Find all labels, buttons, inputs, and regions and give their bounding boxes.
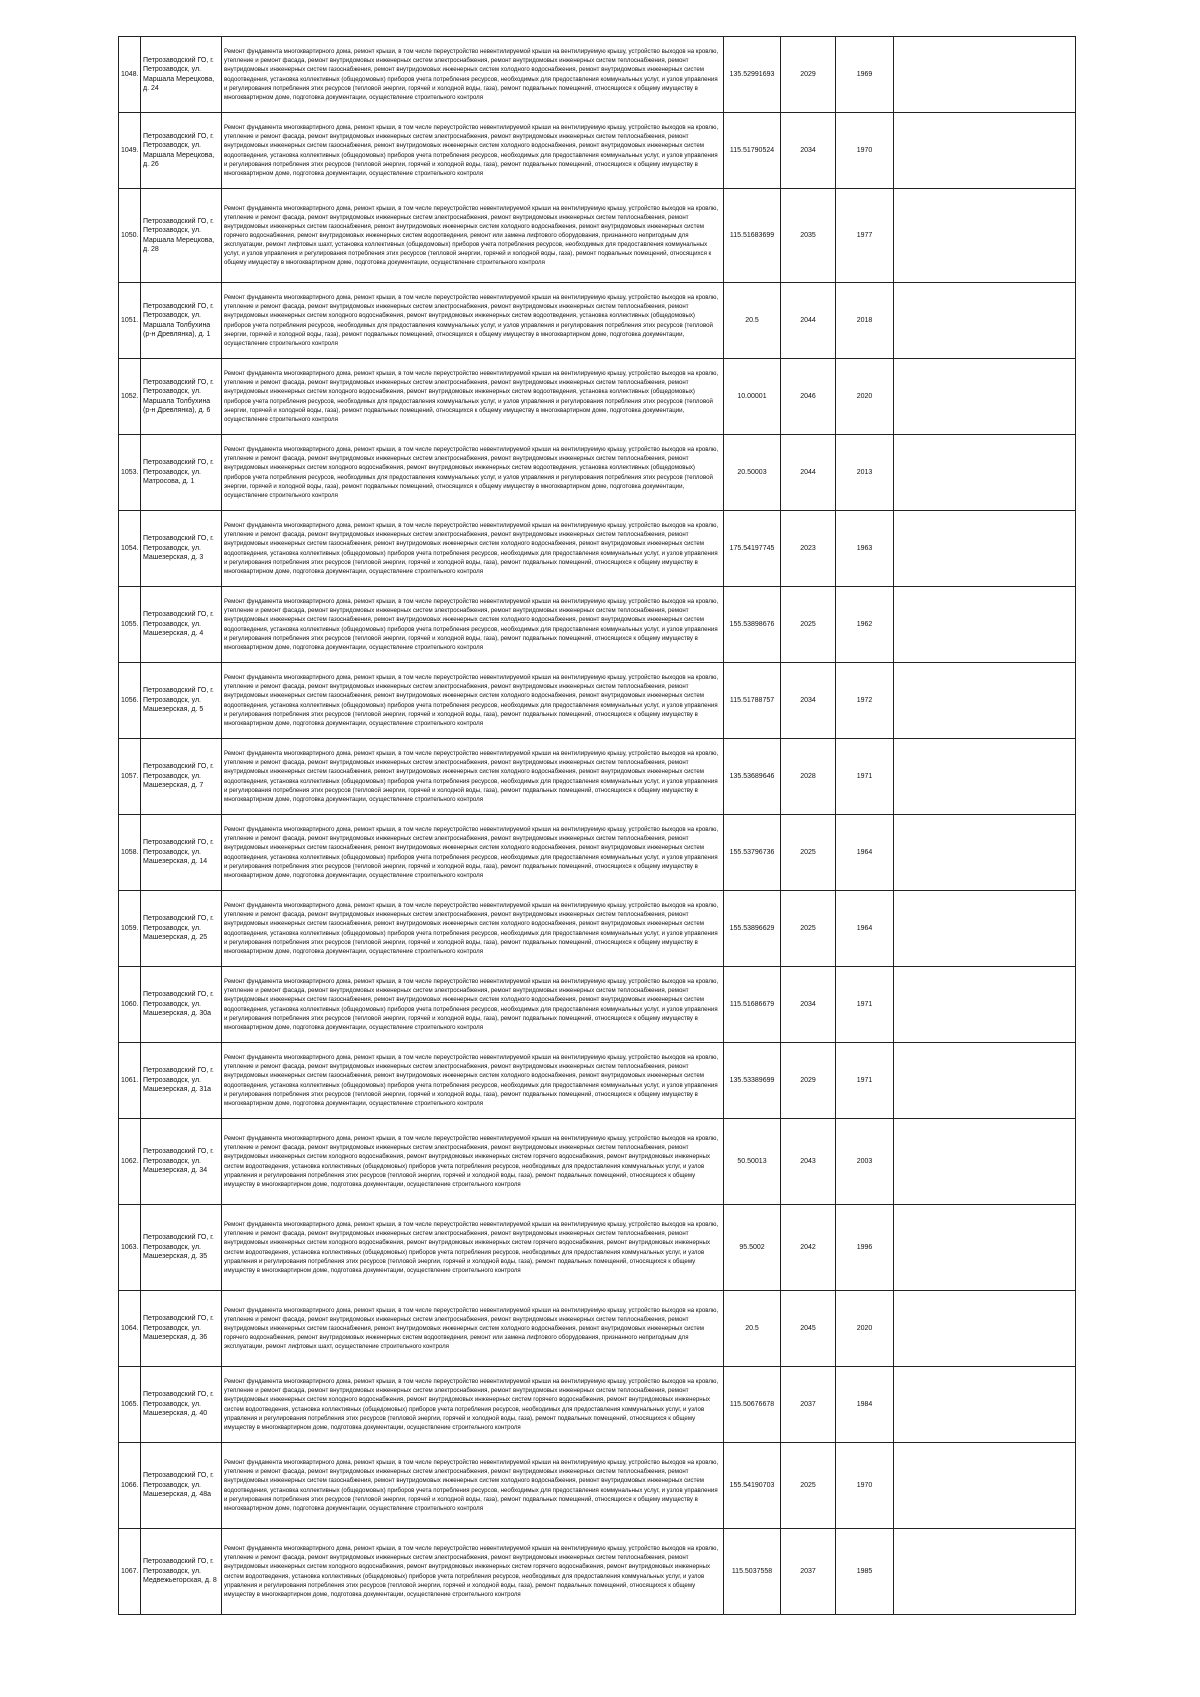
- address-cell: Петрозаводский ГО, г. Петрозаводск, ул. Машезерская, д. 35: [141, 1205, 222, 1291]
- table-body: [119, 37, 1076, 1615]
- planned-year-cell: 2043: [781, 1119, 836, 1205]
- planned-year-cell: 2046: [781, 359, 836, 435]
- planned-year-cell: 2044: [781, 283, 836, 359]
- built-year-cell: 2013: [836, 435, 894, 511]
- works-cell: Ремонт фундамента многоквартирного дома, ремонт крыши, в том числе переустройство невентилируемой крыши на вентилируемую крышу, устройство выходов на кровлю, утепление и ремонт фасада, ремонт внутридомовых инженерных систем электроснабжения, ремонт внутридомовых инженерных систем теплоснабжения, ремонт внутридомовых инженерных систем газоснабжения, ремонт внутридомовых инженерных систем холодного водоснабжения, ремонт внутридомовых инженерных систем водоотведения, установка коллективных (общедомовых) приборов учета потребления ресурсов, необходимых для предоставления коммунальных услуг, и узлов управления и регулирования потребления этих ресурсов (тепловой энергии, горячей и холодной воды, газа), ремонт подвальных помещений, относящихся к общему имуществу в многоквартирном доме, подготовка документации, осуществление строительного контроля: [222, 891, 724, 967]
- empty-cell: [894, 113, 1076, 189]
- table-row: [119, 739, 1076, 815]
- built-year-cell: 2020: [836, 359, 894, 435]
- planned-year-cell: 2037: [781, 1529, 836, 1615]
- address-cell: Петрозаводский ГО, г. Петрозаводск, ул. Машезерская, д. 3: [141, 511, 222, 587]
- empty-cell: [894, 189, 1076, 283]
- cost-cell: 115.51788757: [724, 663, 781, 739]
- empty-cell: [894, 1119, 1076, 1205]
- cost-cell: 95.5002: [724, 1205, 781, 1291]
- works-cell: Ремонт фундамента многоквартирного дома, ремонт крыши, в том числе переустройство невентилируемой крыши на вентилируемую крышу, устройство выходов на кровлю, утепление и ремонт фасада, ремонт внутридомовых инженерных систем электроснабжения, ремонт внутридомовых инженерных систем теплоснабжения, ремонт внутридомовых инженерных систем холодного водоснабжения, ремонт внутридомовых инженерных систем горячего водоснабжения, ремонт внутридомовых инженерных систем водоотведения, установка коллективных (общедомовых) приборов учета потребления ресурсов, необходимых для предоставления коммунальных услуг, и узлов управления и регулирования потребления этих ресурсов (тепловой энергии, горячей и холодной воды, газа), ремонт подвальных помещений, относящихся к общему имуществу в многоквартирном доме, подготовка документации, осуществление строительного контроля: [222, 1205, 724, 1291]
- cost-cell: 155.53796736: [724, 815, 781, 891]
- row-number: 1063.: [119, 1205, 141, 1291]
- address-cell: Петрозаводский ГО, г. Петрозаводск, ул. Машезерская, д. 40: [141, 1367, 222, 1443]
- address-cell: Петрозаводский ГО, г. Петрозаводск, ул. Машезерская, д. 36: [141, 1291, 222, 1367]
- empty-cell: [894, 283, 1076, 359]
- table-row: [119, 1291, 1076, 1367]
- address-cell: Петрозаводский ГО, г. Петрозаводск, ул. Машезерская, д. 31а: [141, 1043, 222, 1119]
- works-cell: Ремонт фундамента многоквартирного дома, ремонт крыши, в том числе переустройство невентилируемой крыши на вентилируемую крышу, устройство выходов на кровлю, утепление и ремонт фасада, ремонт внутридомовых инженерных систем электроснабжения, ремонт внутридомовых инженерных систем теплоснабжения, ремонт внутридомовых инженерных систем газоснабжения, ремонт внутридомовых инженерных систем холодного водоснабжения, ремонт внутридомовых инженерных систем водоотведения, установка коллективных (общедомовых) приборов учета потребления ресурсов, необходимых для предоставления коммунальных услуг, и узлов управления и регулирования потребления этих ресурсов (тепловой энергии, горячей и холодной воды, газа), ремонт подвальных помещений, относящихся к общему имуществу в многоквартирном доме, подготовка документации, осуществление строительного контроля: [222, 663, 724, 739]
- planned-year-cell: 2029: [781, 37, 836, 113]
- planned-year-cell: 2025: [781, 1443, 836, 1529]
- works-cell: Ремонт фундамента многоквартирного дома, ремонт крыши, в том числе переустройство невентилируемой крыши на вентилируемую крышу, устройство выходов на кровлю, утепление и ремонт фасада, ремонт внутридомовых инженерных систем электроснабжения, ремонт внутридомовых инженерных систем теплоснабжения, ремонт внутридомовых инженерных систем газоснабжения, ремонт внутридомовых инженерных систем холодного водоснабжения, ремонт внутридомовых инженерных систем водоотведения, установка коллективных (общедомовых) приборов учета потребления ресурсов, необходимых для предоставления коммунальных услуг, и узлов управления и регулирования потребления этих ресурсов (тепловой энергии, горячей и холодной воды, газа), ремонт подвальных помещений, относящихся к общему имуществу в многоквартирном доме, подготовка документации, осуществление строительного контроля: [222, 815, 724, 891]
- table-row: [119, 1043, 1076, 1119]
- row-number: 1064.: [119, 1291, 141, 1367]
- built-year-cell: 1963: [836, 511, 894, 587]
- cost-cell: 115.50676678: [724, 1367, 781, 1443]
- planned-year-cell: 2035: [781, 189, 836, 283]
- table-row: [119, 435, 1076, 511]
- works-cell: Ремонт фундамента многоквартирного дома, ремонт крыши, в том числе переустройство невентилируемой крыши на вентилируемую крышу, устройство выходов на кровлю, утепление и ремонт фасада, ремонт внутридомовых инженерных систем электроснабжения, ремонт внутридомовых инженерных систем теплоснабжения, ремонт внутридомовых инженерных систем холодного водоснабжения, ремонт внутридомовых инженерных систем водоотведения, установка коллективных (общедомовых) приборов учета потребления ресурсов, необходимых для предоставления коммунальных услуг, и узлов управления и регулирования потребления этих ресурсов (тепловой энергии, горячей и холодной воды, газа), ремонт подвальных помещений, относящихся к общему имуществу в многоквартирном доме, подготовка документации, осуществление строительного контроля: [222, 435, 724, 511]
- table-row: [119, 587, 1076, 663]
- table-row: [119, 359, 1076, 435]
- address-cell: Петрозаводский ГО, г. Петрозаводск, ул. Маршала Толбухина (р-н Древлянка), д. 1: [141, 283, 222, 359]
- works-cell: Ремонт фундамента многоквартирного дома, ремонт крыши, в том числе переустройство невентилируемой крыши на вентилируемую крышу, устройство выходов на кровлю, утепление и ремонт фасада, ремонт внутридомовых инженерных систем электроснабжения, ремонт внутридомовых инженерных систем теплоснабжения, ремонт внутридомовых инженерных систем холодного водоснабжения, ремонт внутридомовых инженерных систем горячего водоснабжения, ремонт внутридомовых инженерных систем водоотведения, установка коллективных (общедомовых) приборов учета потребления ресурсов, необходимых для предоставления коммунальных услуг, и узлов управления и регулирования потребления этих ресурсов (тепловой энергии, горячей и холодной воды, газа), ремонт подвальных помещений, относящихся к общему имуществу в многоквартирном доме, подготовка документации, осуществление строительного контроля: [222, 1119, 724, 1205]
- row-number: 1051.: [119, 283, 141, 359]
- works-cell: Ремонт фундамента многоквартирного дома, ремонт крыши, в том числе переустройство невентилируемой крыши на вентилируемую крышу, устройство выходов на кровлю, утепление и ремонт фасада, ремонт внутридомовых инженерных систем электроснабжения, ремонт внутридомовых инженерных систем теплоснабжения, ремонт внутридомовых инженерных систем холодного водоснабжения, ремонт внутридомовых инженерных систем горячего водоснабжения, ремонт внутридомовых инженерных систем водоотведения, установка коллективных (общедомовых) приборов учета потребления ресурсов, необходимых для предоставления коммунальных услуг, и узлов управления и регулирования потребления этих ресурсов (тепловой энергии, горячей и холодной воды, газа), ремонт подвальных помещений, относящихся к общему имуществу в многоквартирном доме, подготовка документации, осуществление строительного контроля: [222, 1529, 724, 1615]
- table-row: [119, 1367, 1076, 1443]
- planned-year-cell: 2045: [781, 1291, 836, 1367]
- built-year-cell: 1969: [836, 37, 894, 113]
- empty-cell: [894, 815, 1076, 891]
- works-cell: Ремонт фундамента многоквартирного дома, ремонт крыши, в том числе переустройство невентилируемой крыши на вентилируемую крышу, устройство выходов на кровлю, утепление и ремонт фасада, ремонт внутридомовых инженерных систем электроснабжения, ремонт внутридомовых инженерных систем теплоснабжения, ремонт внутридомовых инженерных систем газоснабжения, ремонт внутридомовых инженерных систем холодного водоснабжения, ремонт внутридомовых инженерных систем водоотведения, установка коллективных (общедомовых) приборов учета потребления ресурсов, необходимых для предоставления коммунальных услуг, и узлов управления и регулирования потребления этих ресурсов (тепловой энергии, горячей и холодной воды, газа), ремонт подвальных помещений, относящихся к общему имуществу в многоквартирном доме, подготовка документации, осуществление строительного контроля: [222, 587, 724, 663]
- planned-year-cell: 2025: [781, 587, 836, 663]
- works-cell: Ремонт фундамента многоквартирного дома, ремонт крыши, в том числе переустройство невентилируемой крыши на вентилируемую крышу, устройство выходов на кровлю, утепление и ремонт фасада, ремонт внутридомовых инженерных систем электроснабжения, ремонт внутридомовых инженерных систем теплоснабжения, ремонт внутридомовых инженерных систем холодного водоснабжения, ремонт внутридомовых инженерных систем водоотведения, установка коллективных (общедомовых) приборов учета потребления ресурсов, необходимых для предоставления коммунальных услуг, и узлов управления и регулирования потребления этих ресурсов (тепловой энергии, горячей и холодной воды, газа), ремонт подвальных помещений, относящихся к общему имуществу в многоквартирном доме, подготовка документации, осуществление строительного контроля: [222, 283, 724, 359]
- built-year-cell: 1985: [836, 1529, 894, 1615]
- row-number: 1065.: [119, 1367, 141, 1443]
- cost-cell: 155.53898676: [724, 587, 781, 663]
- table-row: [119, 1205, 1076, 1291]
- row-number: 1054.: [119, 511, 141, 587]
- cost-cell: 115.51686679: [724, 967, 781, 1043]
- table-row: [119, 663, 1076, 739]
- row-number: 1056.: [119, 663, 141, 739]
- empty-cell: [894, 1043, 1076, 1119]
- cost-cell: 175.54197745: [724, 511, 781, 587]
- empty-cell: [894, 359, 1076, 435]
- repair-program-table: [118, 36, 1076, 1615]
- address-cell: Петрозаводский ГО, г. Петрозаводск, ул. Машезерская, д. 25: [141, 891, 222, 967]
- built-year-cell: 2020: [836, 1291, 894, 1367]
- cost-cell: 20.50003: [724, 435, 781, 511]
- address-cell: Петрозаводский ГО, г. Петрозаводск, ул. Машезерская, д. 4: [141, 587, 222, 663]
- planned-year-cell: 2042: [781, 1205, 836, 1291]
- address-cell: Петрозаводский ГО, г. Петрозаводск, ул. Маршала Мерецкова, д. 28: [141, 189, 222, 283]
- cost-cell: 135.53689646: [724, 739, 781, 815]
- planned-year-cell: 2044: [781, 435, 836, 511]
- planned-year-cell: 2023: [781, 511, 836, 587]
- built-year-cell: 1971: [836, 1043, 894, 1119]
- cost-cell: 135.53389699: [724, 1043, 781, 1119]
- address-cell: Петрозаводский ГО, г. Петрозаводск, ул. Маршала Толбухина (р-н Древлянка), д. 6: [141, 359, 222, 435]
- works-cell: Ремонт фундамента многоквартирного дома, ремонт крыши, в том числе переустройство невентилируемой крыши на вентилируемую крышу, устройство выходов на кровлю, утепление и ремонт фасада, ремонт внутридомовых инженерных систем электроснабжения, ремонт внутридомовых инженерных систем теплоснабжения, ремонт внутридомовых инженерных систем газоснабжения, ремонт внутридомовых инженерных систем холодного водоснабжения, ремонт внутридомовых инженерных систем водоотведения, установка коллективных (общедомовых) приборов учета потребления ресурсов, необходимых для предоставления коммунальных услуг, и узлов управления и регулирования потребления этих ресурсов (тепловой энергии, горячей и холодной воды, газа), ремонт подвальных помещений, относящихся к общему имуществу в многоквартирном доме, подготовка документации, осуществление строительного контроля: [222, 1443, 724, 1529]
- row-number: 1055.: [119, 587, 141, 663]
- empty-cell: [894, 1443, 1076, 1529]
- table-row: [119, 967, 1076, 1043]
- row-number: 1067.: [119, 1529, 141, 1615]
- table-row: [119, 1119, 1076, 1205]
- row-number: 1066.: [119, 1443, 141, 1529]
- built-year-cell: 1970: [836, 113, 894, 189]
- address-cell: Петрозаводский ГО, г. Петрозаводск, ул. Маршала Мерецкова, д. 26: [141, 113, 222, 189]
- works-cell: Ремонт фундамента многоквартирного дома, ремонт крыши, в том числе переустройство невентилируемой крыши на вентилируемую крышу, устройство выходов на кровлю, утепление и ремонт фасада, ремонт внутридомовых инженерных систем электроснабжения, ремонт внутридомовых инженерных систем теплоснабжения, ремонт внутридомовых инженерных систем газоснабжения, ремонт внутридомовых инженерных систем холодного водоснабжения, ремонт внутридомовых инженерных систем водоотведения, установка коллективных (общедомовых) приборов учета потребления ресурсов, необходимых для предоставления коммунальных услуг, и узлов управления и регулирования потребления этих ресурсов (тепловой энергии, горячей и холодной воды, газа), ремонт подвальных помещений, относящихся к общему имуществу в многоквартирном доме, подготовка документации, осуществление строительного контроля: [222, 1043, 724, 1119]
- planned-year-cell: 2034: [781, 663, 836, 739]
- built-year-cell: 1971: [836, 967, 894, 1043]
- planned-year-cell: 2034: [781, 967, 836, 1043]
- built-year-cell: 1984: [836, 1367, 894, 1443]
- empty-cell: [894, 1205, 1076, 1291]
- built-year-cell: 2003: [836, 1119, 894, 1205]
- cost-cell: 50.50013: [724, 1119, 781, 1205]
- works-cell: Ремонт фундамента многоквартирного дома, ремонт крыши, в том числе переустройство невентилируемой крыши на вентилируемую крышу, устройство выходов на кровлю, утепление и ремонт фасада, ремонт внутридомовых инженерных систем электроснабжения, ремонт внутридомовых инженерных систем теплоснабжения, ремонт внутридомовых инженерных систем газоснабжения, ремонт внутридомовых инженерных систем холодного водоснабжения, ремонт внутридомовых инженерных систем водоотведения, установка коллективных (общедомовых) приборов учета потребления ресурсов, необходимых для предоставления коммунальных услуг, и узлов управления и регулирования потребления этих ресурсов (тепловой энергии, горячей и холодной воды, газа), ремонт подвальных помещений, относящихся к общему имуществу в многоквартирном доме, подготовка документации, осуществление строительного контроля: [222, 967, 724, 1043]
- empty-cell: [894, 511, 1076, 587]
- planned-year-cell: 2034: [781, 113, 836, 189]
- cost-cell: 20.5: [724, 1291, 781, 1367]
- empty-cell: [894, 1291, 1076, 1367]
- address-cell: Петрозаводский ГО, г. Петрозаводск, ул. Медвежьегорская, д. 8: [141, 1529, 222, 1615]
- cost-cell: 155.54190703: [724, 1443, 781, 1529]
- address-cell: Петрозаводский ГО, г. Петрозаводск, ул. Маршала Мерецкова, д. 24: [141, 37, 222, 113]
- built-year-cell: 1962: [836, 587, 894, 663]
- table-row: [119, 189, 1076, 283]
- row-number: 1059.: [119, 891, 141, 967]
- works-cell: Ремонт фундамента многоквартирного дома, ремонт крыши, в том числе переустройство невентилируемой крыши на вентилируемую крышу, устройство выходов на кровлю, утепление и ремонт фасада, ремонт внутридомовых инженерных систем электроснабжения, ремонт внутридомовых инженерных систем теплоснабжения, ремонт внутридомовых инженерных систем холодного водоснабжения, ремонт внутридомовых инженерных систем водоотведения, установка коллективных (общедомовых) приборов учета потребления ресурсов, необходимых для предоставления коммунальных услуг, и узлов управления и регулирования потребления этих ресурсов (тепловой энергии, горячей и холодной воды, газа), ремонт подвальных помещений, относящихся к общему имуществу в многоквартирном доме, подготовка документации, осуществление строительного контроля: [222, 359, 724, 435]
- built-year-cell: 1977: [836, 189, 894, 283]
- empty-cell: [894, 967, 1076, 1043]
- empty-cell: [894, 739, 1076, 815]
- address-cell: Петрозаводский ГО, г. Петрозаводск, ул. Машезерская, д. 30а: [141, 967, 222, 1043]
- cost-cell: 135.52991693: [724, 37, 781, 113]
- row-number: 1049.: [119, 113, 141, 189]
- works-cell: Ремонт фундамента многоквартирного дома, ремонт крыши, в том числе переустройство невентилируемой крыши на вентилируемую крышу, устройство выходов на кровлю, утепление и ремонт фасада, ремонт внутридомовых инженерных систем электроснабжения, ремонт внутридомовых инженерных систем теплоснабжения, ремонт внутридомовых инженерных систем газоснабжения, ремонт внутридомовых инженерных систем холодного водоснабжения, ремонт внутридомовых инженерных систем водоотведения, установка коллективных (общедомовых) приборов учета потребления ресурсов, необходимых для предоставления коммунальных услуг, и узлов управления и регулирования потребления этих ресурсов (тепловой энергии, горячей и холодной воды, газа), ремонт подвальных помещений, относящихся к общему имуществу в многоквартирном доме, подготовка документации, осуществление строительного контроля: [222, 113, 724, 189]
- address-cell: Петрозаводский ГО, г. Петрозаводск, ул. Машезерская, д. 14: [141, 815, 222, 891]
- document-page: [118, 36, 1075, 1615]
- cost-cell: 155.53896629: [724, 891, 781, 967]
- row-number: 1053.: [119, 435, 141, 511]
- cost-cell: 115.51790524: [724, 113, 781, 189]
- cost-cell: 10.00001: [724, 359, 781, 435]
- empty-cell: [894, 1367, 1076, 1443]
- address-cell: Петрозаводский ГО, г. Петрозаводск, ул. Матросова, д. 1: [141, 435, 222, 511]
- empty-cell: [894, 663, 1076, 739]
- table-row: [119, 283, 1076, 359]
- row-number: 1057.: [119, 739, 141, 815]
- table-row: [119, 511, 1076, 587]
- built-year-cell: 1996: [836, 1205, 894, 1291]
- row-number: 1052.: [119, 359, 141, 435]
- works-cell: Ремонт фундамента многоквартирного дома, ремонт крыши, в том числе переустройство невентилируемой крыши на вентилируемую крышу, устройство выходов на кровлю, утепление и ремонт фасада, ремонт внутридомовых инженерных систем электроснабжения, ремонт внутридомовых инженерных систем теплоснабжения, ремонт внутридомовых инженерных систем газоснабжения, ремонт внутридомовых инженерных систем холодного водоснабжения, ремонт внутридомовых инженерных систем водоотведения, установка коллективных (общедомовых) приборов учета потребления ресурсов, необходимых для предоставления коммунальных услуг, и узлов управления и регулирования потребления этих ресурсов (тепловой энергии, горячей и холодной воды, газа), ремонт подвальных помещений, относящихся к общему имуществу в многоквартирном доме, подготовка документации, осуществление строительного контроля: [222, 739, 724, 815]
- planned-year-cell: 2029: [781, 1043, 836, 1119]
- table-row: [119, 1443, 1076, 1529]
- built-year-cell: 1964: [836, 815, 894, 891]
- built-year-cell: 1970: [836, 1443, 894, 1529]
- empty-cell: [894, 1529, 1076, 1615]
- row-number: 1058.: [119, 815, 141, 891]
- address-cell: Петрозаводский ГО, г. Петрозаводск, ул. Машезерская, д. 48а: [141, 1443, 222, 1529]
- empty-cell: [894, 435, 1076, 511]
- address-cell: Петрозаводский ГО, г. Петрозаводск, ул. Машезерская, д. 34: [141, 1119, 222, 1205]
- table-row: [119, 113, 1076, 189]
- cost-cell: 115.5037558: [724, 1529, 781, 1615]
- row-number: 1048.: [119, 37, 141, 113]
- row-number: 1060.: [119, 967, 141, 1043]
- row-number: 1061.: [119, 1043, 141, 1119]
- table-row: [119, 1529, 1076, 1615]
- works-cell: Ремонт фундамента многоквартирного дома, ремонт крыши, в том числе переустройство невентилируемой крыши на вентилируемую крышу, устройство выходов на кровлю, утепление и ремонт фасада, ремонт внутридомовых инженерных систем электроснабжения, ремонт внутридомовых инженерных систем теплоснабжения, ремонт внутридомовых инженерных систем газоснабжения, ремонт внутридомовых инженерных систем холодного водоснабжения, ремонт внутридомовых инженерных систем водоотведения, установка коллективных (общедомовых) приборов учета потребления ресурсов, необходимых для предоставления коммунальных услуг, и узлов управления и регулирования потребления этих ресурсов (тепловой энергии, горячей и холодной воды, газа), ремонт подвальных помещений, относящихся к общему имуществу в многоквартирном доме, подготовка документации, осуществление строительного контроля: [222, 511, 724, 587]
- address-cell: Петрозаводский ГО, г. Петрозаводск, ул. Машезерская, д. 7: [141, 739, 222, 815]
- cost-cell: 115.51683699: [724, 189, 781, 283]
- table-row: [119, 815, 1076, 891]
- works-cell: Ремонт фундамента многоквартирного дома, ремонт крыши, в том числе переустройство невентилируемой крыши на вентилируемую крышу, устройство выходов на кровлю, утепление и ремонт фасада, ремонт внутридомовых инженерных систем электроснабжения, ремонт внутридомовых инженерных систем теплоснабжения, ремонт внутридомовых инженерных систем газоснабжения, ремонт внутридомовых инженерных систем холодного водоснабжения, ремонт внутридомовых инженерных систем горячего водоснабжения, ремонт внутридомовых инженерных систем водоотведения, ремонт или замена лифтового оборудования, признанного непригодным для эксплуатации, ремонт лифтовых шахт, осуществление строительного контроля: [222, 1291, 724, 1367]
- address-cell: Петрозаводский ГО, г. Петрозаводск, ул. Машезерская, д. 5: [141, 663, 222, 739]
- row-number: 1050.: [119, 189, 141, 283]
- empty-cell: [894, 587, 1076, 663]
- planned-year-cell: 2025: [781, 815, 836, 891]
- planned-year-cell: 2028: [781, 739, 836, 815]
- built-year-cell: 1971: [836, 739, 894, 815]
- table-row: [119, 891, 1076, 967]
- works-cell: Ремонт фундамента многоквартирного дома, ремонт крыши, в том числе переустройство невентилируемой крыши на вентилируемую крышу, устройство выходов на кровлю, утепление и ремонт фасада, ремонт внутридомовых инженерных систем электроснабжения, ремонт внутридомовых инженерных систем теплоснабжения, ремонт внутридомовых инженерных систем холодного водоснабжения, ремонт внутридомовых инженерных систем горячего водоснабжения, ремонт внутридомовых инженерных систем водоотведения, установка коллективных (общедомовых) приборов учета потребления ресурсов, необходимых для предоставления коммунальных услуг, и узлов управления и регулирования потребления этих ресурсов (тепловой энергии, горячей и холодной воды, газа), ремонт подвальных помещений, относящихся к общему имуществу в многоквартирном доме, подготовка документации, осуществление строительного контроля: [222, 1367, 724, 1443]
- row-number: 1062.: [119, 1119, 141, 1205]
- table-row: [119, 37, 1076, 113]
- empty-cell: [894, 37, 1076, 113]
- planned-year-cell: 2037: [781, 1367, 836, 1443]
- built-year-cell: 2018: [836, 283, 894, 359]
- cost-cell: 20.5: [724, 283, 781, 359]
- works-cell: Ремонт фундамента многоквартирного дома, ремонт крыши, в том числе переустройство невентилируемой крыши на вентилируемую крышу, устройство выходов на кровлю, утепление и ремонт фасада, ремонт внутридомовых инженерных систем электроснабжения, ремонт внутридомовых инженерных систем теплоснабжения, ремонт внутридомовых инженерных систем газоснабжения, ремонт внутридомовых инженерных систем холодного водоснабжения, ремонт внутридомовых инженерных систем водоотведения, установка коллективных (общедомовых) приборов учета потребления ресурсов, необходимых для предоставления коммунальных услуг, и узлов управления и регулирования потребления этих ресурсов (тепловой энергии, горячей и холодной воды, газа), ремонт подвальных помещений, относящихся к общему имуществу в многоквартирном доме, подготовка документации, осуществление строительного контроля: [222, 37, 724, 113]
- works-cell: Ремонт фундамента многоквартирного дома, ремонт крыши, в том числе переустройство невентилируемой крыши на вентилируемую крышу, устройство выходов на кровлю, утепление и ремонт фасада, ремонт внутридомовых инженерных систем электроснабжения, ремонт внутридомовых инженерных систем теплоснабжения, ремонт внутридомовых инженерных систем газоснабжения, ремонт внутридомовых инженерных систем холодного водоснабжения, ремонт внутридомовых инженерных систем горячего водоснабжения, ремонт внутридомовых инженерных систем водоотведения, ремонт или замена лифтового оборудования, признанного непригодным для эксплуатации, ремонт лифтовых шахт, установка коллективных (общедомовых) приборов учета потребления ресурсов, необходимых для предоставления коммунальных услуг, и узлов управления и регулирования потребления этих ресурсов (тепловой энергии, горячей и холодной воды, газа), ремонт подвальных помещений, относящихся к общему имуществу в многоквартирном доме, подготовка документации, осуществление строительного контроля: [222, 189, 724, 283]
- built-year-cell: 1972: [836, 663, 894, 739]
- empty-cell: [894, 891, 1076, 967]
- planned-year-cell: 2025: [781, 891, 836, 967]
- built-year-cell: 1964: [836, 891, 894, 967]
